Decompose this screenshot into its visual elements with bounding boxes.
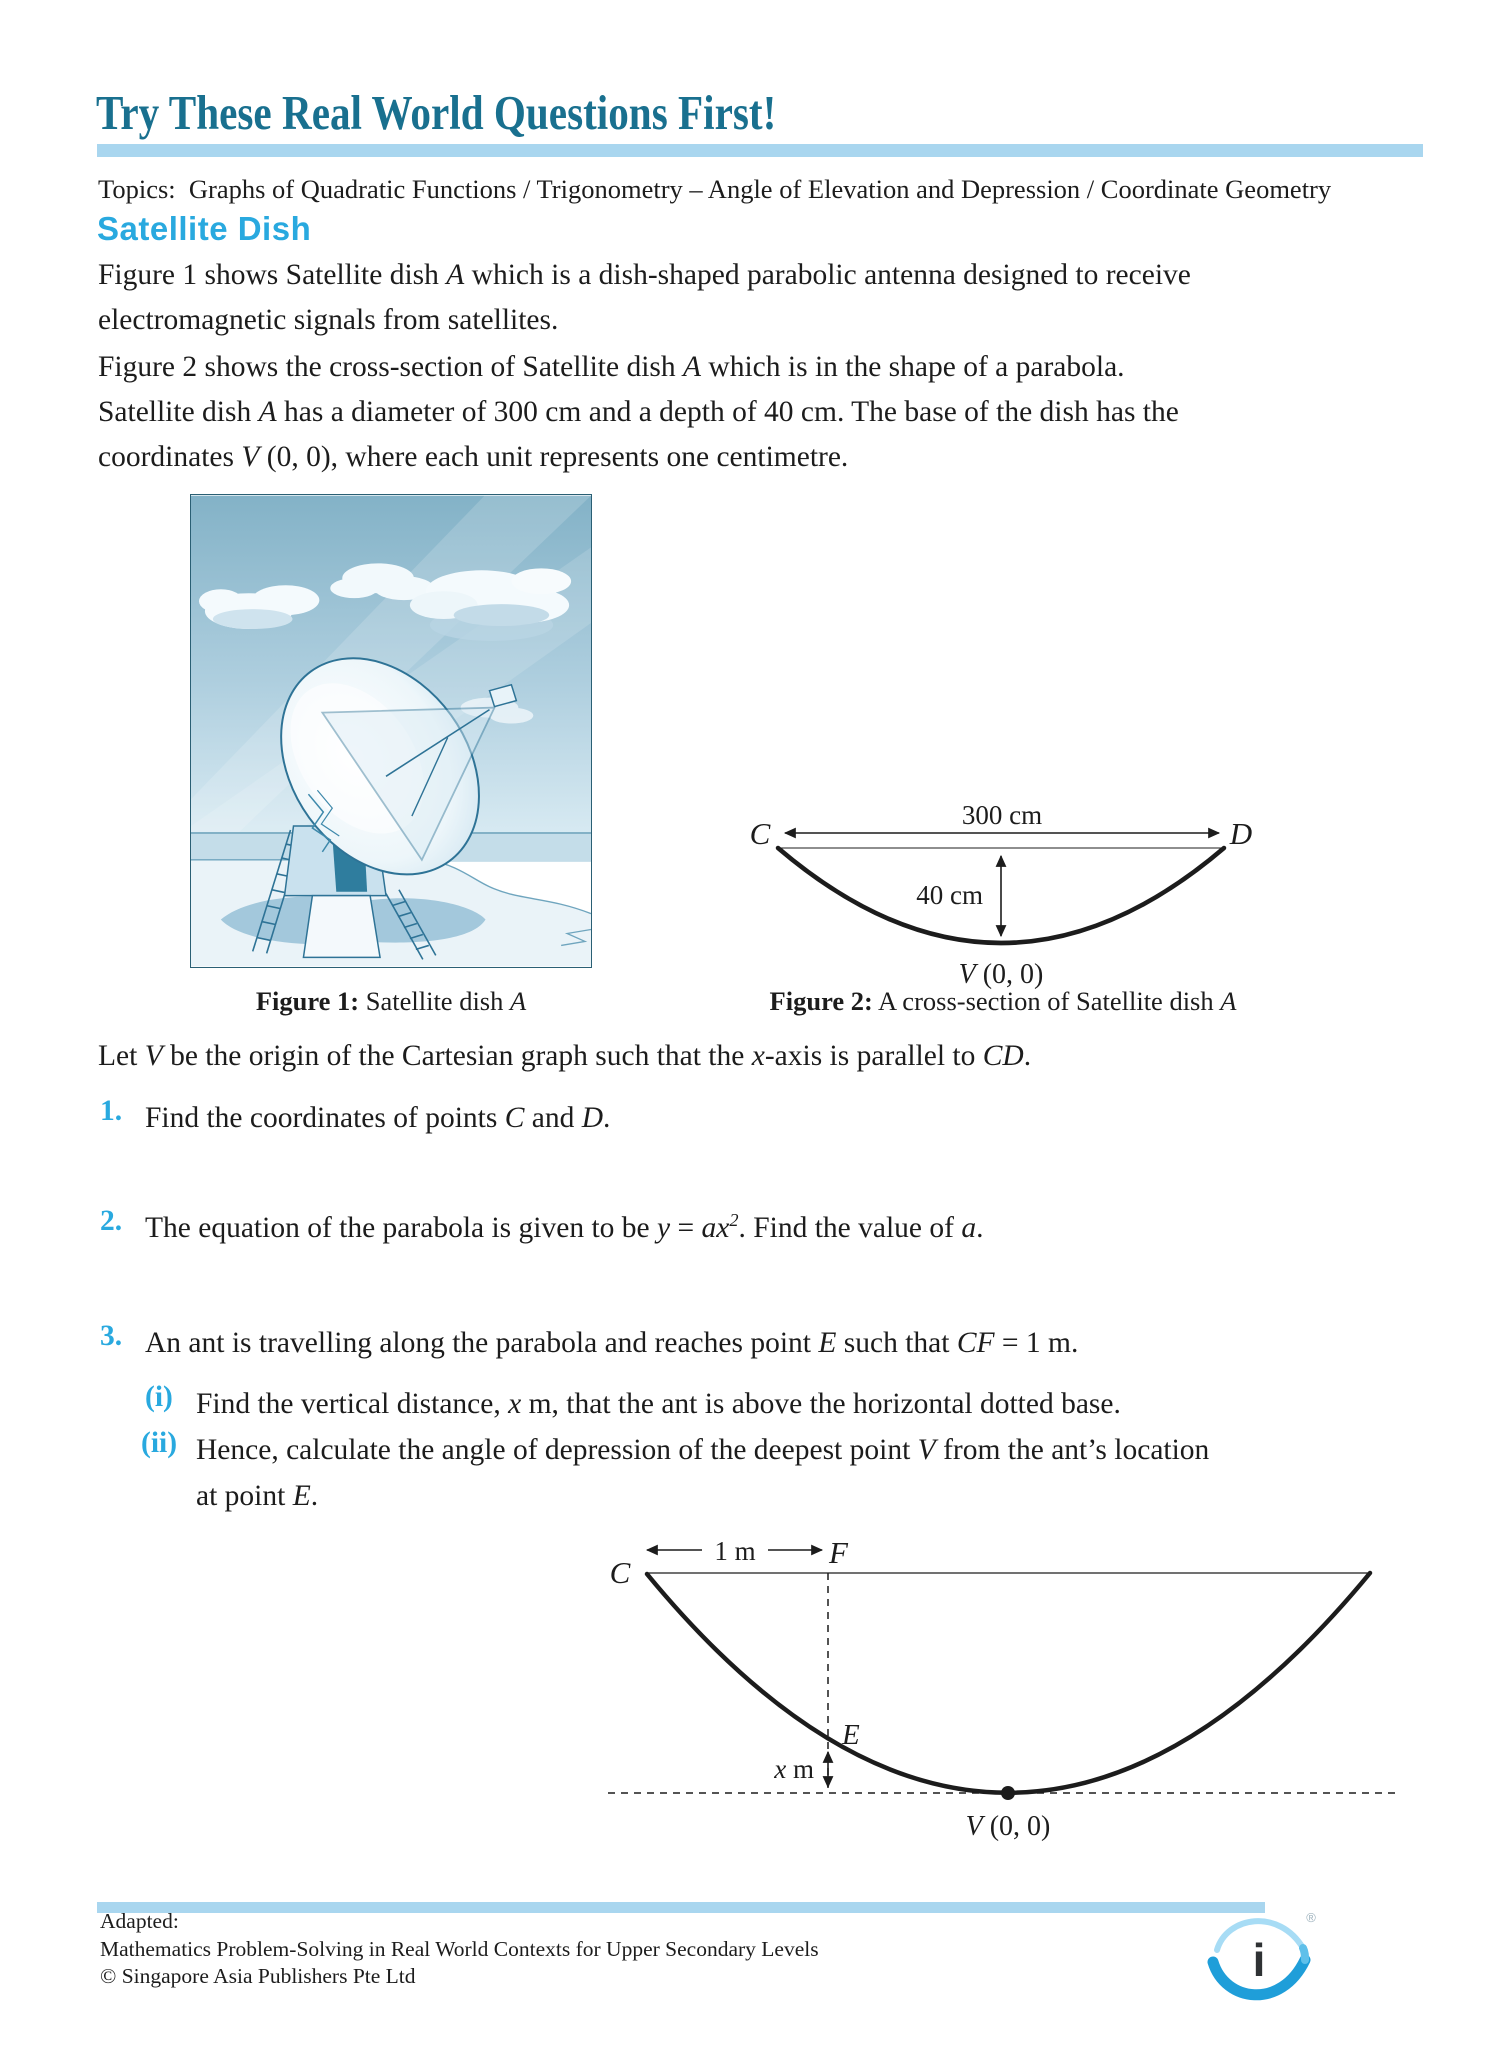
intro-paragraph-1: Figure 1 shows Satellite dish A which is a dish-shaped parabolic antenna designed to receive electromagnetic signals from satellites. [98, 259, 1191, 336]
question-3-text: An ant is travelling along the parabola and reaches point E such that CF = 1 m. [145, 1327, 1079, 1359]
section-heading: Satellite Dish [97, 210, 312, 247]
question-3i-number: (i) [145, 1381, 173, 1413]
caption-figure1: Figure 1: Satellite dish A [255, 986, 527, 1016]
diameter-label: 300 cm [961, 800, 1043, 830]
vertex-label: V (0, 0) [958, 959, 1044, 990]
question-3ii-number: (ii) [141, 1427, 178, 1459]
topics-line: Topics: Graphs of Quadratic Functions / Trigonometry – Angle of Elevation and Depression / Coordinate Geometry [98, 174, 1332, 204]
instruction-line: Let V be the origin of the Cartesian graph such that the x-axis is parallel to CD. [98, 1040, 1032, 1072]
question-2-number: 2. [100, 1205, 123, 1237]
point-label-e: E [842, 1719, 860, 1751]
question-1-number: 1. [100, 1095, 123, 1127]
pedestal [303, 896, 380, 958]
footer-copyright: © Singapore Asia Publishers Pte Ltd [100, 1964, 416, 1988]
registered-mark: ® [1306, 1910, 1316, 1925]
logo-swoosh-mid [1303, 1948, 1305, 1960]
question-3i-text: Find the vertical distance, x m, that the ant is above the horizontal dotted base. [196, 1388, 1121, 1420]
parabola-curve [647, 1573, 1370, 1793]
satellite-dish-illustration [190, 494, 592, 968]
page-title: Try These Real World Questions First! [96, 85, 777, 140]
distance-label: 1 m [714, 1536, 756, 1566]
footer-credits [100, 1908, 819, 1991]
caption-figure2: Figure 2: A cross-section of Satellite dish A [769, 986, 1237, 1016]
question-3ii-text: Hence, calculate the angle of depression of the deepest point V from the ant’s location at point E. [196, 1434, 1210, 1512]
vertex-dot [1001, 1786, 1015, 1800]
footer-adapted: Adapted: [100, 1909, 179, 1933]
question3-parabola-diagram [590, 1518, 1410, 1852]
question-1-text: Find the coordinates of points C and D. [145, 1102, 611, 1134]
figure2-cross-section-diagram [740, 786, 1300, 998]
title-underline-bar [97, 144, 1423, 157]
question-3-number: 3. [100, 1320, 123, 1352]
vertex-label: V (0, 0) [965, 1811, 1051, 1842]
intro-paragraph-2: Figure 2 shows the cross-section of Satellite dish A which is in the shape of a parabola. [98, 351, 1125, 383]
intro-paragraph-3: Satellite dish A has a diameter of 300 cm and a depth of 40 cm. The base of the dish has the coordinates V (0, 0), where each unit represents one centimetre. [98, 396, 1179, 473]
point-label-d: D [1229, 816, 1253, 851]
satellite-dish-art [191, 495, 591, 967]
page-number-badge: i [1252, 1934, 1266, 1986]
point-label-c: C [749, 816, 771, 851]
point-label-f: F [829, 1535, 848, 1570]
footer-source-title: Mathematics Problem-Solving in Real World Contexts for Upper Secondary Levels [100, 1936, 819, 1961]
publisher-logo [1203, 1906, 1319, 2018]
point-label-c: C [609, 1555, 631, 1590]
depth-label: 40 cm [916, 880, 983, 910]
height-label: x m [774, 1754, 814, 1784]
question-2-text: The equation of the parabola is given to be $y = ax^2$. Find the value of a. [145, 1210, 984, 1244]
